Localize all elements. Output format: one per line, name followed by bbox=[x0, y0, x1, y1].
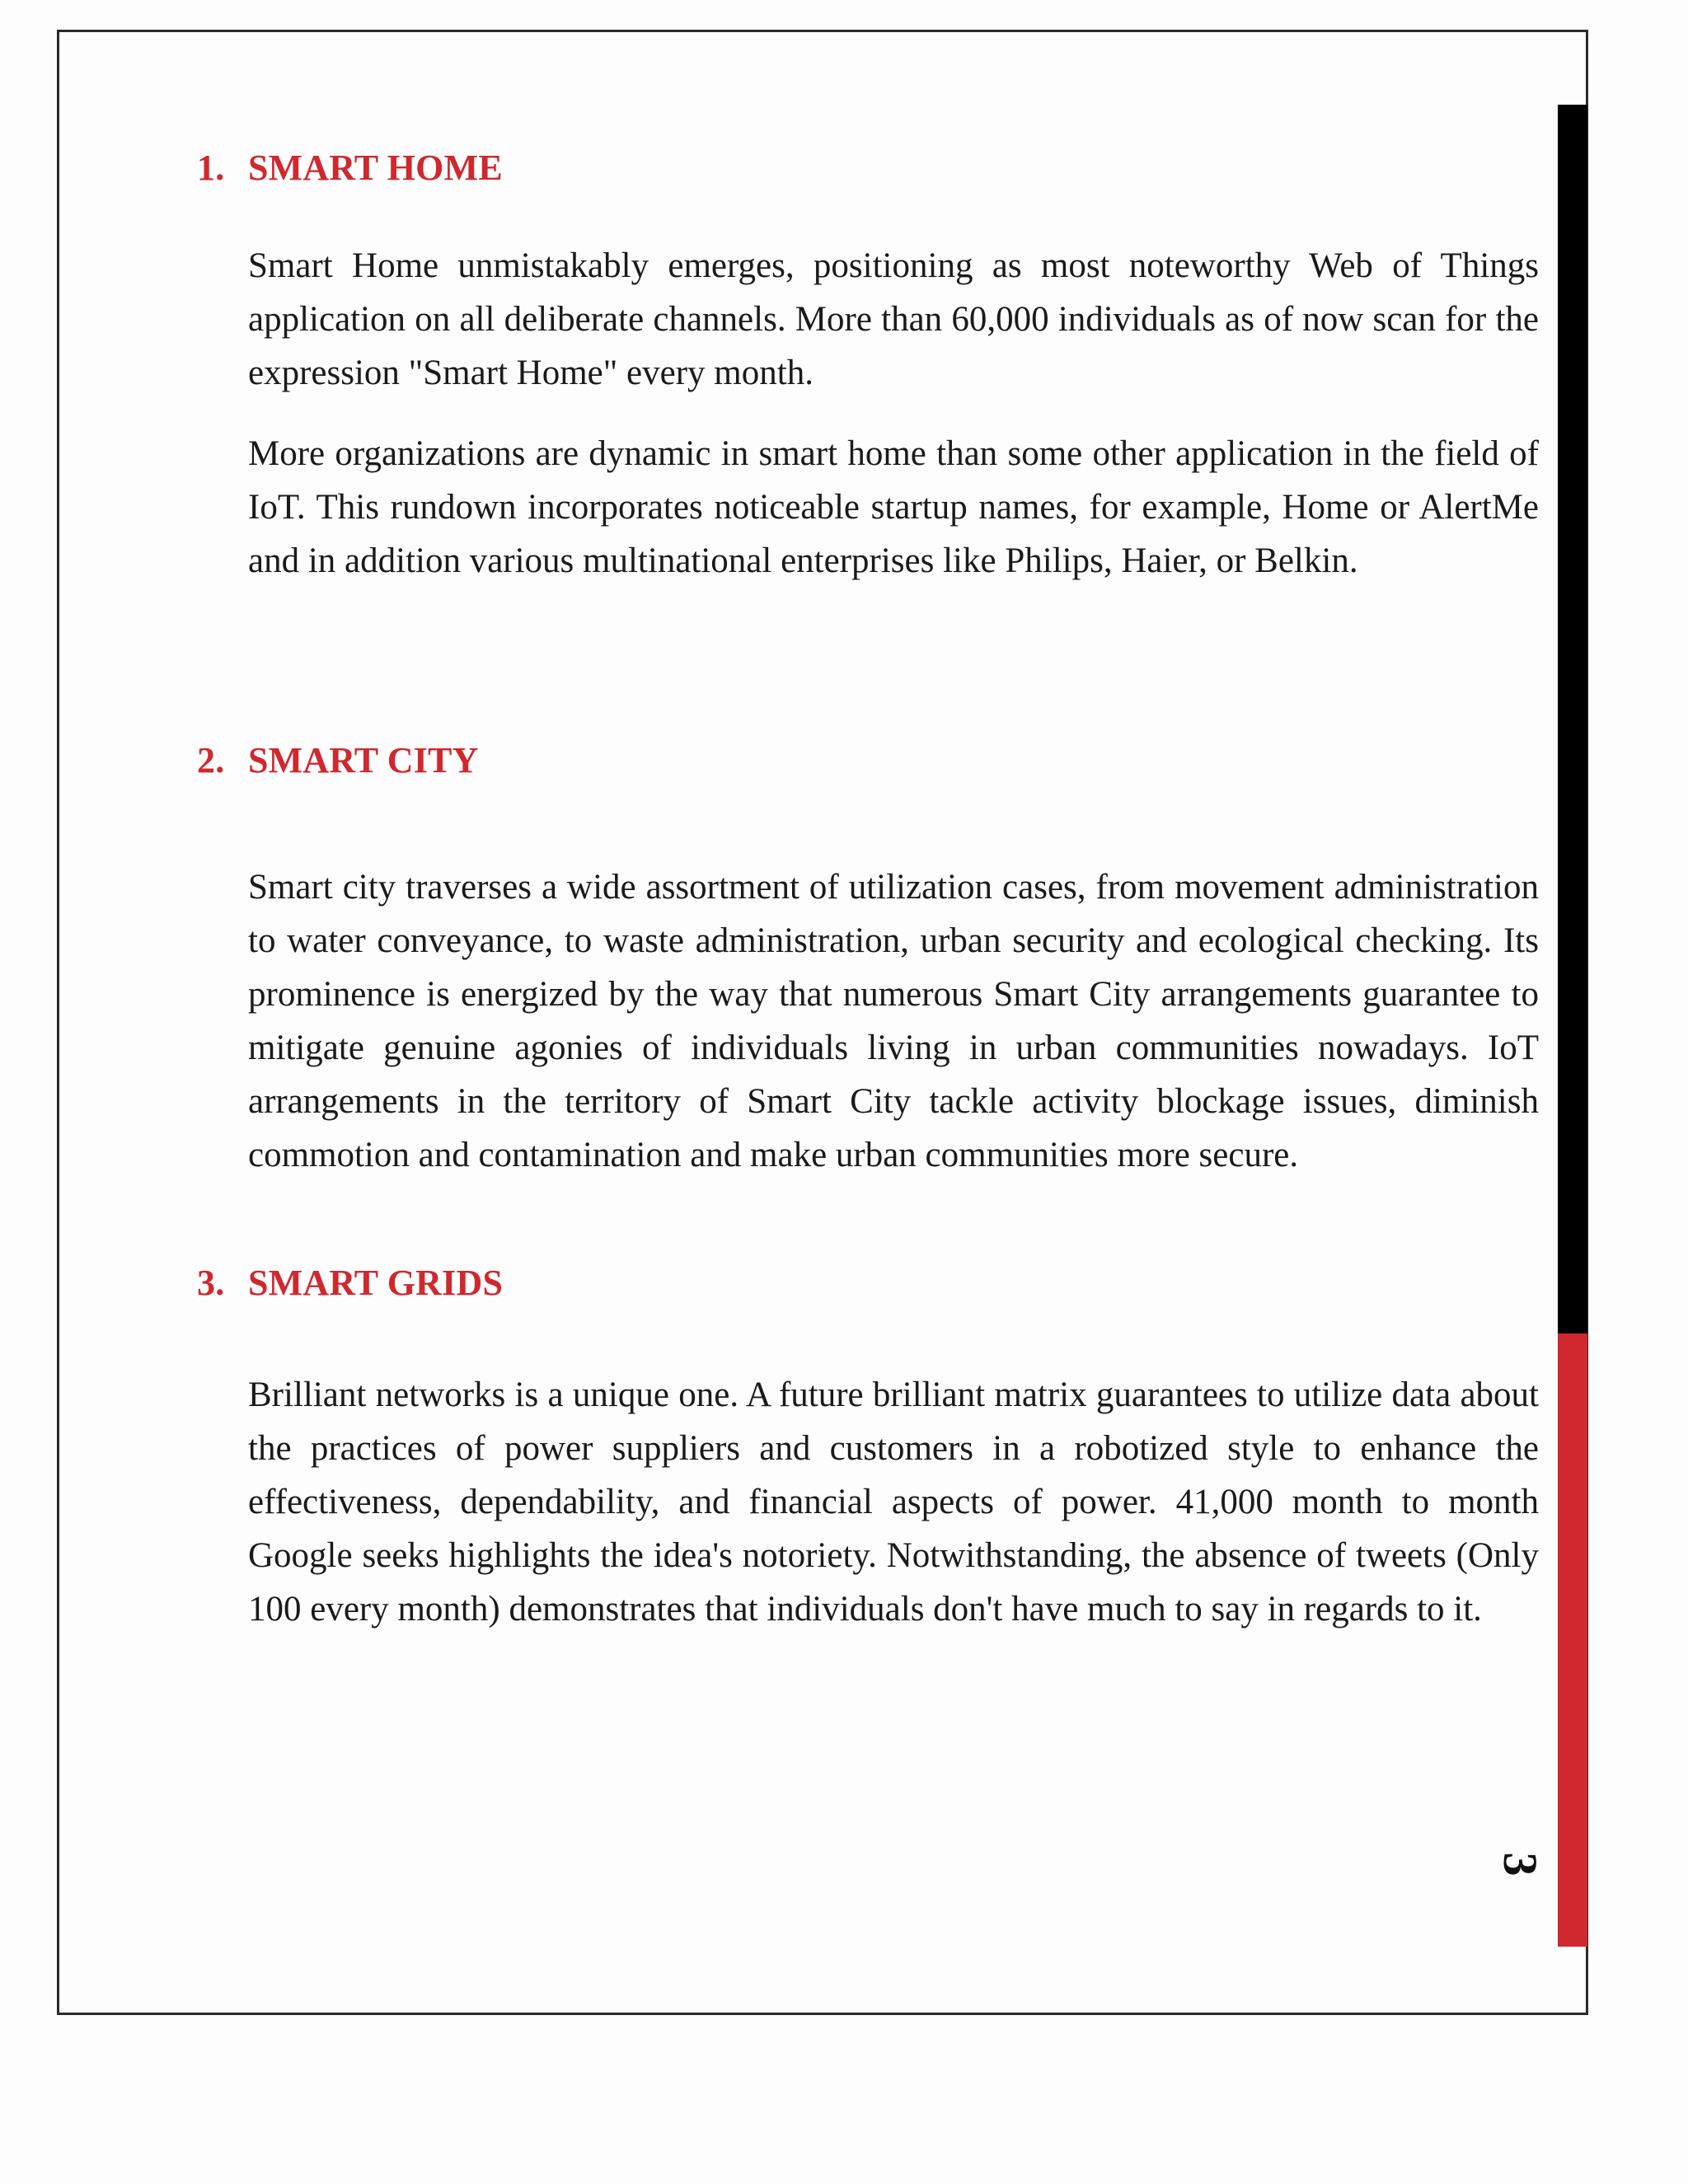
section-number: 2. bbox=[197, 740, 225, 780]
section-title: SMART HOME bbox=[248, 148, 503, 188]
section-number: 3. bbox=[197, 1263, 225, 1303]
section-heading-smart-home bbox=[197, 147, 503, 189]
side-bar-red bbox=[1558, 1333, 1587, 1947]
paragraph-smart-home-1: Smart Home unmistakably emerges, positioning as most noteworthy Web of Things application on all deliberate channels. More than 60,000 individuals as of now scan for the expression "Smart Home" every month. bbox=[248, 246, 1539, 392]
side-bar-black bbox=[1558, 105, 1587, 1333]
paragraph-smart-home-2: More organizations are dynamic in smart home than some other application in the field of IoT. This rundown incorporates noticeable startup names, for example, Home or AlertMe and in addition various multinational enterprises like Philips, Haier, or Belkin. bbox=[248, 434, 1539, 580]
paragraph-smart-city-1: Smart city traverses a wide assortment of utilization cases, from movement administration to water conveyance, to waste administration, urban security and ecological checking. Its prominence is energized by the way that numerous Smart City arrangements guarantee to mitigate genuine agonies of individuals living in urban communities nowadays. IoT arrangements in the territory of Smart City tackle activity blockage issues, diminish commotion and contamination and make urban communities more secure. bbox=[248, 868, 1539, 1174]
section-title: SMART GRIDS bbox=[248, 1263, 504, 1303]
section-heading-smart-grids bbox=[197, 1262, 503, 1304]
paragraph-smart-grids-1: Brilliant networks is a unique one. A future brilliant matrix guarantees to utilize data about the practices of power suppliers and customers in a robotized style to enhance the effectiveness, dependability, and financial aspects of power. 41,000 month to month Google seeks highlights the idea's notoriety. Notwithstanding, the absence of tweets (Only 100 every month) demonstrates that individuals don't have much to say in regards to it. bbox=[248, 1376, 1539, 1629]
section-number: 1. bbox=[197, 148, 225, 188]
section-heading-smart-city bbox=[197, 739, 479, 781]
page-number: 3 bbox=[1493, 1852, 1547, 1877]
section-title: SMART CITY bbox=[248, 740, 479, 780]
